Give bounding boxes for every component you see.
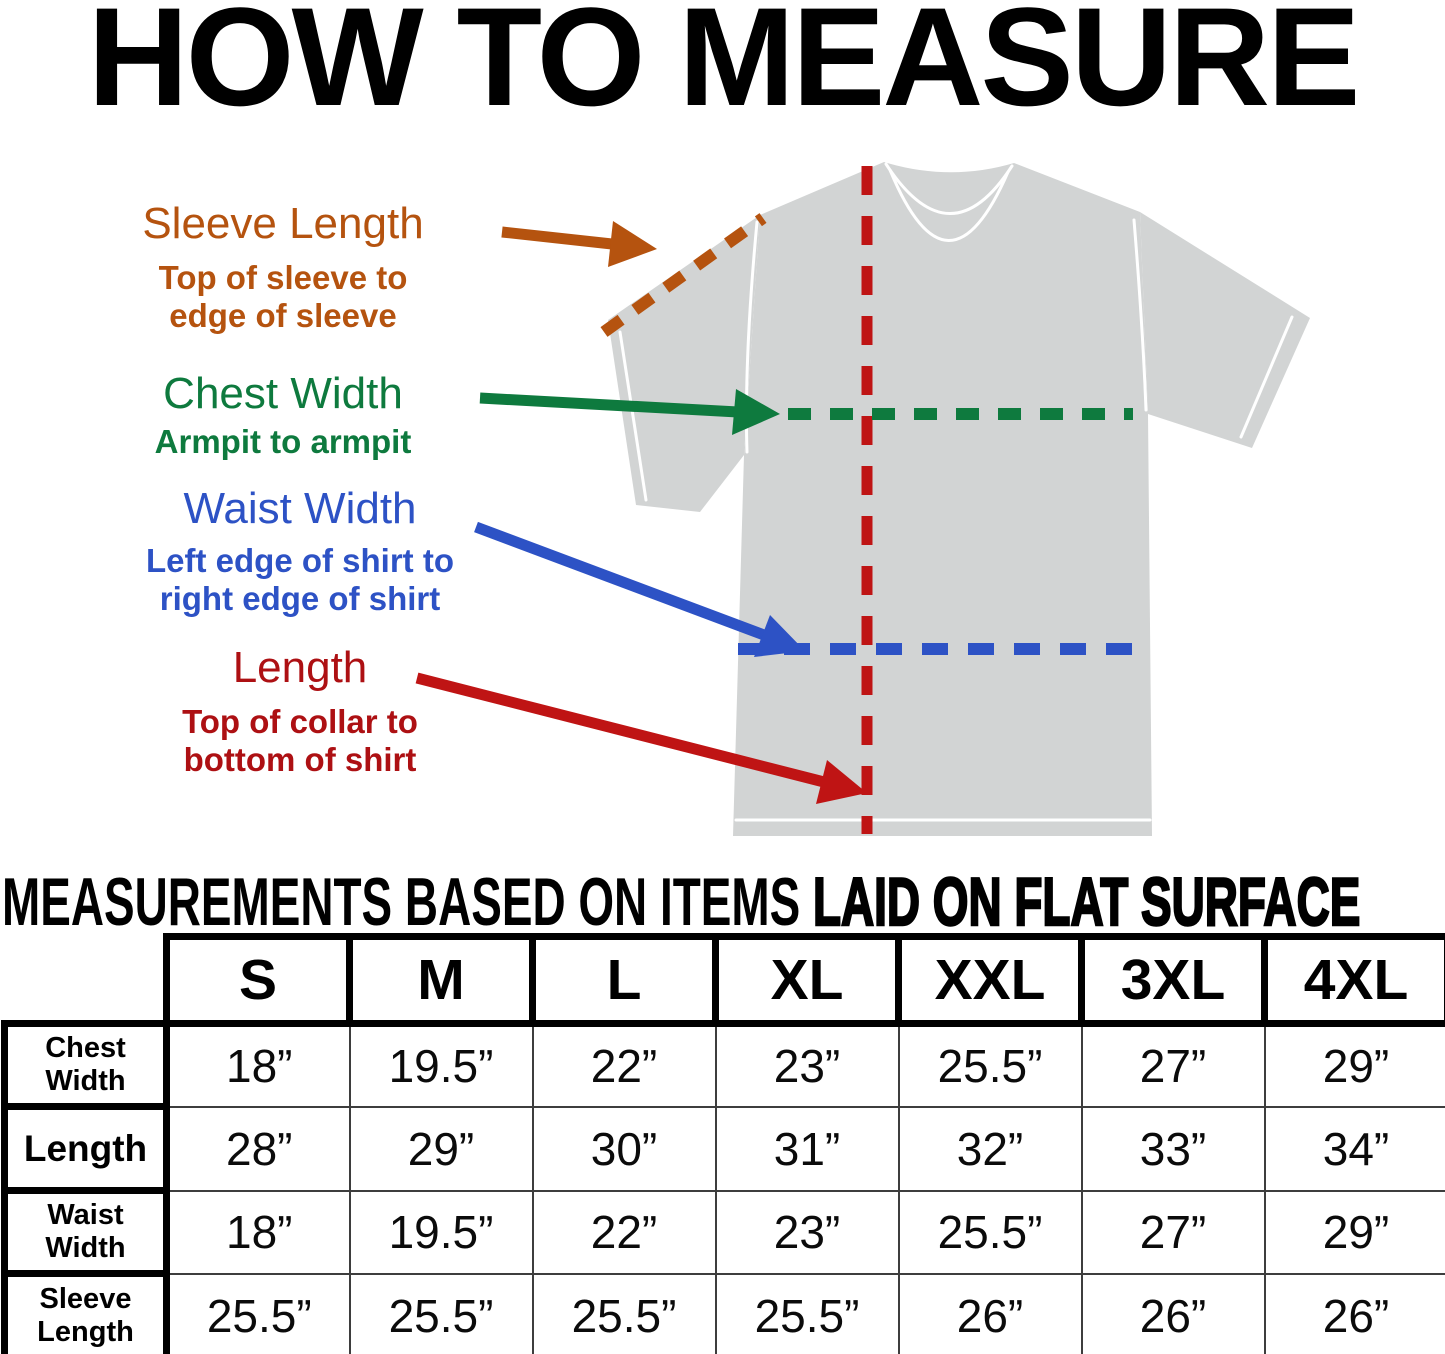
table-cell: 25.5” [716,1274,899,1354]
annotation-description-line: Top of collar to [182,703,418,740]
table-cell: 23” [716,1024,899,1107]
table-row-sleeve-length [5,1274,1445,1354]
table-cell: 29” [1265,1024,1445,1107]
annotation-description-line: Top of sleeve to [158,259,408,296]
size-chart-table [1,933,1445,1354]
table-row-chest-width [5,1024,1445,1107]
table-cell: 30” [533,1107,716,1191]
annotation-chest-width [88,369,478,461]
table-cell: 22” [533,1191,716,1274]
table-cell: 29” [1265,1191,1445,1274]
table-cell: 25.5” [167,1274,350,1354]
column-header-size: 4XL [1265,937,1445,1024]
annotation-sleeve-length [88,199,478,335]
table-cell: 19.5” [350,1191,533,1274]
sleeve-length-arrow [502,232,612,244]
waist-width-arrow [476,527,764,635]
annotation-description [88,423,478,461]
table-cell: 22” [533,1024,716,1107]
row-header-line: Length [37,1315,134,1348]
table-cell: 33” [1082,1107,1265,1191]
annotation-title: Waist Width [183,484,417,533]
table-cell: 31” [716,1107,899,1191]
annotation-title: Chest Width [163,369,403,418]
table-cell: 25.5” [899,1191,1082,1274]
table-row-waist-width [5,1191,1445,1274]
row-header-line: Waist [47,1199,124,1231]
table-row-length [5,1107,1445,1191]
column-header-size: S [167,937,350,1024]
table-cell: 27” [1082,1191,1265,1274]
page-title: HOW TO MEASURE [87,0,1358,135]
annotation-description [88,259,478,335]
row-header-line: Width [45,1065,126,1097]
table-cell: 32” [899,1107,1082,1191]
column-header-size: L [533,937,716,1024]
table-corner-cell [5,937,167,1024]
table-cell: 25.5” [899,1024,1082,1107]
annotation-description-line: bottom of shirt [183,741,417,778]
table-cell: 29” [350,1107,533,1191]
row-header-line: Width [45,1232,126,1264]
table-heading-normal: MEASUREMENTS BASED ON ITEMS [2,864,813,940]
table-heading [2,863,1360,941]
table-cell: 34” [1265,1107,1445,1191]
annotation-description-line: edge of sleeve [169,297,397,334]
row-header-line: Length [23,1128,148,1169]
column-header-size: 3XL [1082,937,1265,1024]
table-header-row [5,937,1445,1024]
table-cell: 27” [1082,1024,1265,1107]
table-heading-emphasis: LAID ON FLAT SURFACE [812,864,1361,940]
annotation-description-line: Left edge of shirt to [146,542,454,579]
table-cell: 23” [716,1191,899,1274]
annotation-waist-width [88,484,512,618]
column-header-size: M [350,937,533,1024]
table-cell: 18” [167,1024,350,1107]
table-cell: 19.5” [350,1024,533,1107]
annotation-title: Sleeve Length [142,199,424,248]
row-header [5,1191,167,1274]
annotation-description [88,542,512,618]
tshirt-left-sleeve [608,215,760,512]
table-cell: 26” [1265,1274,1445,1354]
annotation-description-line: Armpit to armpit [154,423,412,460]
row-header [5,1107,167,1191]
annotation-description [88,703,512,779]
table-cell: 26” [1082,1274,1265,1354]
annotation-title: Length [232,643,368,692]
table-cell: 26” [899,1274,1082,1354]
table-cell: 28” [167,1107,350,1191]
table-cell: 25.5” [350,1274,533,1354]
row-header [5,1024,167,1107]
annotation-length [88,643,512,779]
row-header [5,1274,167,1354]
row-header-line: Sleeve [39,1282,132,1315]
row-header-line: Chest [45,1032,126,1064]
tshirt-right-sleeve [1140,212,1310,448]
column-header-size: XXL [899,937,1082,1024]
column-header-size: XL [716,937,899,1024]
table-cell: 18” [167,1191,350,1274]
table-cell: 25.5” [533,1274,716,1354]
sleeve-length-arrowhead [608,221,657,267]
annotation-description-line: right edge of shirt [159,580,441,617]
tshirt-body [733,162,1152,836]
